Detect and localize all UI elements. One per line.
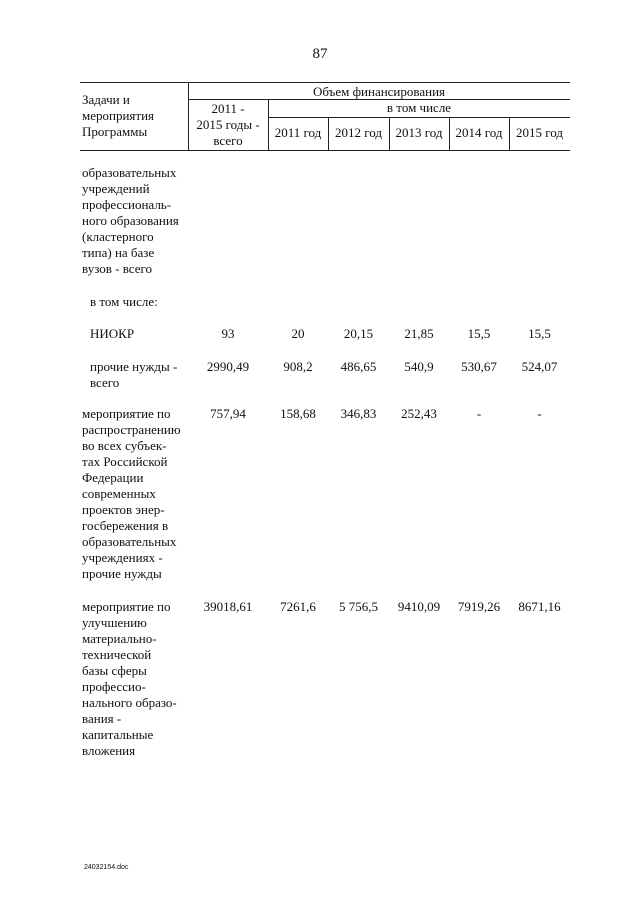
cell-total: 93 xyxy=(221,326,235,341)
row-label-line: ного образования xyxy=(82,213,179,228)
row-label-line: прочие нужды - xyxy=(90,359,178,374)
row-label-line: нального образо- xyxy=(82,695,177,710)
cell-2011: 7261,6 xyxy=(280,599,316,614)
header-total-line: всего xyxy=(213,133,243,148)
header-tasks-line: Программы xyxy=(82,124,148,139)
header-tasks-line: мероприятия xyxy=(82,108,155,123)
row-label-line: прочие нужды xyxy=(82,566,162,581)
row-label-line: вузов - всего xyxy=(82,261,152,276)
cell-2014: 7919,26 xyxy=(457,599,501,614)
row-label-line: мероприятие по xyxy=(82,406,171,421)
row-label-line: НИОКР xyxy=(90,326,135,341)
row-label-line: госбережения в xyxy=(82,518,169,533)
row-label-line: материально- xyxy=(82,631,157,646)
row-label-line: вания - xyxy=(82,711,122,726)
cell-2014: - xyxy=(476,406,482,421)
header-year: 2015 год xyxy=(516,125,563,140)
header-year: 2011 год xyxy=(274,125,322,140)
cell-2012: 20,15 xyxy=(343,326,374,341)
header-tasks-line: Задачи и xyxy=(82,92,130,107)
row-label-line: капитальные xyxy=(82,727,154,742)
row-label-line: образовательных xyxy=(82,534,177,549)
cell-2015: 8671,16 xyxy=(518,599,561,614)
header-total-line: 2011 - xyxy=(211,101,245,116)
cell-2015: - xyxy=(537,406,542,421)
header-total-line: 2015 годы - xyxy=(196,117,260,132)
row-label-line: учреждениях - xyxy=(82,550,163,565)
cell-2013: 21,85 xyxy=(404,326,434,341)
row-label-line: учреждений xyxy=(82,181,150,196)
cell-2014: 530,67 xyxy=(461,359,497,374)
page-number: 87 xyxy=(312,46,328,62)
header-year: 2014 год xyxy=(455,125,503,140)
row-label-line: базы сферы xyxy=(82,663,147,678)
header-top-rule xyxy=(80,82,570,83)
cell-2012: 5 756,5 xyxy=(339,599,378,614)
cell-total: 39018,61 xyxy=(203,599,253,614)
cell-2011: 908,2 xyxy=(283,359,313,374)
cell-2015: 524,07 xyxy=(521,359,558,374)
row-label-line: распространению xyxy=(82,422,181,437)
cell-2013: 9410,09 xyxy=(397,599,441,614)
cell-2015: 15,5 xyxy=(528,326,551,341)
row-label-line: улучшению xyxy=(82,615,147,630)
header-year: 2012 год xyxy=(335,125,382,140)
header-bottom-rule xyxy=(80,150,570,151)
row-label-line: тах Российской xyxy=(82,454,168,469)
cell-2014: 15,5 xyxy=(467,326,491,341)
row-label-line: проектов энер- xyxy=(82,502,165,517)
row-label-line: технической xyxy=(82,647,152,662)
cell-2013: 540,9 xyxy=(404,359,434,374)
row-label-line: Федерации xyxy=(82,470,144,485)
cell-2011: 158,68 xyxy=(280,406,316,421)
row-label-line: вложения xyxy=(82,743,136,758)
row-label-line: профессиональ- xyxy=(82,197,172,212)
row-label-line: образовательных xyxy=(82,165,177,180)
row-label-line: во всех субъек- xyxy=(82,438,167,453)
header-year: 2013 год xyxy=(395,125,443,140)
header-including-rule xyxy=(268,117,570,118)
row-label-line: всего xyxy=(90,375,120,390)
cell-2012: 346,83 xyxy=(340,406,377,421)
cell-total: 2990,49 xyxy=(206,359,250,374)
cell-2011: 20 xyxy=(291,326,305,341)
cell-2013: 252,43 xyxy=(401,406,437,421)
row-label-line: современных xyxy=(82,486,156,501)
header-including: в том числе xyxy=(386,100,452,115)
cell-2012: 486,65 xyxy=(340,359,377,374)
row-label-line: типа) на базе xyxy=(82,245,155,260)
row-label-line: в том числе: xyxy=(90,294,158,309)
document-footer: 24032154.doc xyxy=(84,864,129,871)
row-label-line: мероприятие по xyxy=(82,599,171,614)
header-funding: Объем финансирования xyxy=(312,84,446,99)
row-label-line: профессио- xyxy=(82,679,146,694)
cell-total: 757,94 xyxy=(210,406,246,421)
row-label-line: (кластерного xyxy=(82,229,154,244)
